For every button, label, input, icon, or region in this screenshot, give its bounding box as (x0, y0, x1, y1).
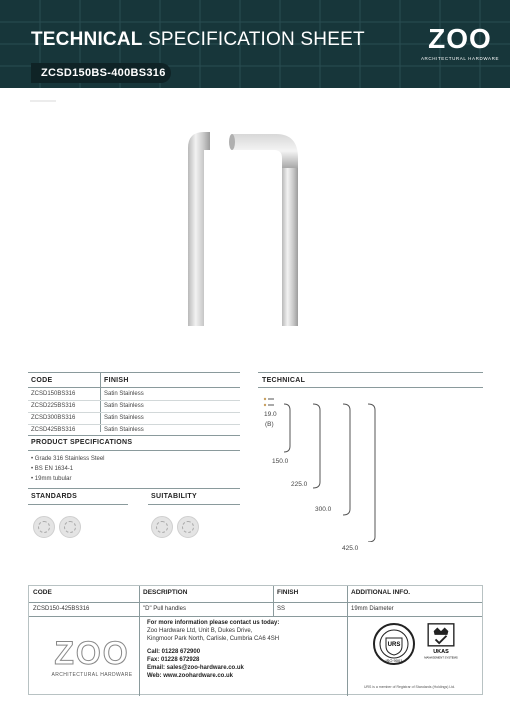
zoo-logo (418, 24, 502, 61)
fire-door-suitability-icon (177, 516, 199, 538)
code-cell: ZCSD300BS316 (31, 415, 76, 421)
sheet-title (31, 29, 365, 51)
product-image-d-pull-handle (170, 128, 320, 328)
dimension-300: 300.0 (315, 506, 332, 513)
product-code-badge: ZCSD150BS-400BS316 (31, 63, 171, 83)
spec-item: • BS EN 1634-1 (31, 466, 74, 472)
footer-logo-subtitle: ARCHITECTURAL HARDWARE (51, 672, 133, 678)
dimension-225: 225.0 (291, 481, 308, 488)
sheet-title-light: SPECIFICATION SHEET (148, 29, 365, 50)
footer-info-table (28, 585, 483, 695)
footer-finish-cell: SS (277, 606, 286, 612)
urs-iso9001-seal-icon (372, 622, 416, 666)
product-specs-heading: PRODUCT SPECIFICATIONS (31, 439, 133, 446)
rule (28, 504, 128, 505)
technical-heading: TECHNICAL (262, 377, 306, 384)
dimension-b: (B) (265, 421, 274, 428)
rule (29, 602, 482, 603)
code-cell: ZCSD225BS316 (31, 403, 76, 409)
iso-seal-text: ISO 9001 (385, 658, 403, 663)
contact-fax: Fax: 01228 672928 (147, 657, 200, 663)
logo-word: ZOO (428, 23, 492, 54)
contact-block (147, 619, 279, 680)
urs-membership-note: URS is a member of Registrar of Standards (Holdings) Ltd. (364, 685, 456, 689)
finish-cell: Satin Stainless (104, 403, 144, 409)
footer-additional-info-cell: 19mm Diameter (351, 606, 394, 612)
rule (28, 450, 240, 451)
spec-item: • Grade 316 Stainless Steel (31, 456, 105, 462)
dimension-425: 425.0 (342, 545, 359, 552)
rule (28, 488, 240, 489)
spec-item: • 19mm tubular (31, 476, 72, 482)
contact-heading: For more information please contact us today: (147, 620, 280, 626)
sheet-title-bold: TECHNICAL (31, 29, 143, 50)
ukas-crown-tick-icon (421, 622, 461, 666)
rule (148, 504, 240, 505)
footer-header-finish: FINISH (277, 589, 299, 596)
finish-cell: Satin Stainless (104, 415, 144, 421)
column-divider (100, 372, 101, 432)
ukas-sub-text: MANAGEMENT SYSTEMS (424, 656, 458, 660)
rule (28, 372, 240, 373)
faint-mark (30, 100, 56, 102)
rule (258, 387, 483, 388)
rule (28, 424, 240, 425)
finish-cell: Satin Stainless (104, 391, 144, 397)
code-cell: ZCSD150BS316 (31, 391, 76, 397)
codes-header-code: CODE (31, 377, 53, 384)
finish-cell: Satin Stainless (104, 427, 144, 433)
contact-address-line: Kingmoor Park North, Carlisle, Cumbria CA6 4SH (147, 636, 280, 642)
standards-heading: STANDARDS (31, 493, 78, 500)
dimension-150: 150.0 (272, 458, 289, 465)
contact-email[interactable]: Email: sales@zoo-hardware.co.uk (147, 665, 244, 671)
logo-subtitle: ARCHITECTURAL HARDWARE (420, 56, 500, 61)
contact-website[interactable]: Web: www.zoohardware.co.uk (147, 673, 234, 679)
spec-item-text: Grade 316 Stainless Steel (34, 456, 105, 462)
header-banner (0, 0, 510, 88)
rule (28, 412, 240, 413)
dimension-diameter: 19.0 (264, 411, 277, 418)
standard-certification-icon (33, 516, 55, 538)
contact-phone: Call: 01228 672900 (147, 649, 201, 655)
fire-rating-icon (59, 516, 81, 538)
footer-logo-word: ZOO (54, 635, 130, 671)
footer-header-description: DESCRIPTION (143, 589, 188, 596)
code-cell: ZCSD425BS316 (31, 427, 76, 433)
codes-header-finish: FINISH (104, 377, 129, 384)
contact-address-line: Zoo Hardware Ltd, Unit B, Dukes Drive, (147, 628, 253, 634)
rule (28, 435, 240, 436)
spec-item-text: 19mm tubular (34, 476, 72, 482)
suitability-heading: SUITABILITY (151, 493, 197, 500)
footer-zoo-logo (47, 636, 137, 678)
dimension-drawing (258, 392, 388, 542)
footer-description-cell: "D" Pull handles (143, 606, 186, 612)
rule (28, 400, 240, 401)
footer-header-additional-info: ADDITIONAL INFO. (351, 589, 411, 596)
footer-code-cell: ZCSD150-425BS316 (33, 606, 90, 612)
footer-header-code: CODE (33, 589, 52, 596)
rule (28, 387, 240, 388)
rule (258, 372, 483, 373)
rule (29, 616, 482, 617)
door-suitability-icon (151, 516, 173, 538)
ukas-text: UKAS (433, 649, 449, 656)
spec-item-text: BS EN 1634-1 (34, 466, 74, 472)
urs-seal-text: URS (387, 642, 401, 648)
